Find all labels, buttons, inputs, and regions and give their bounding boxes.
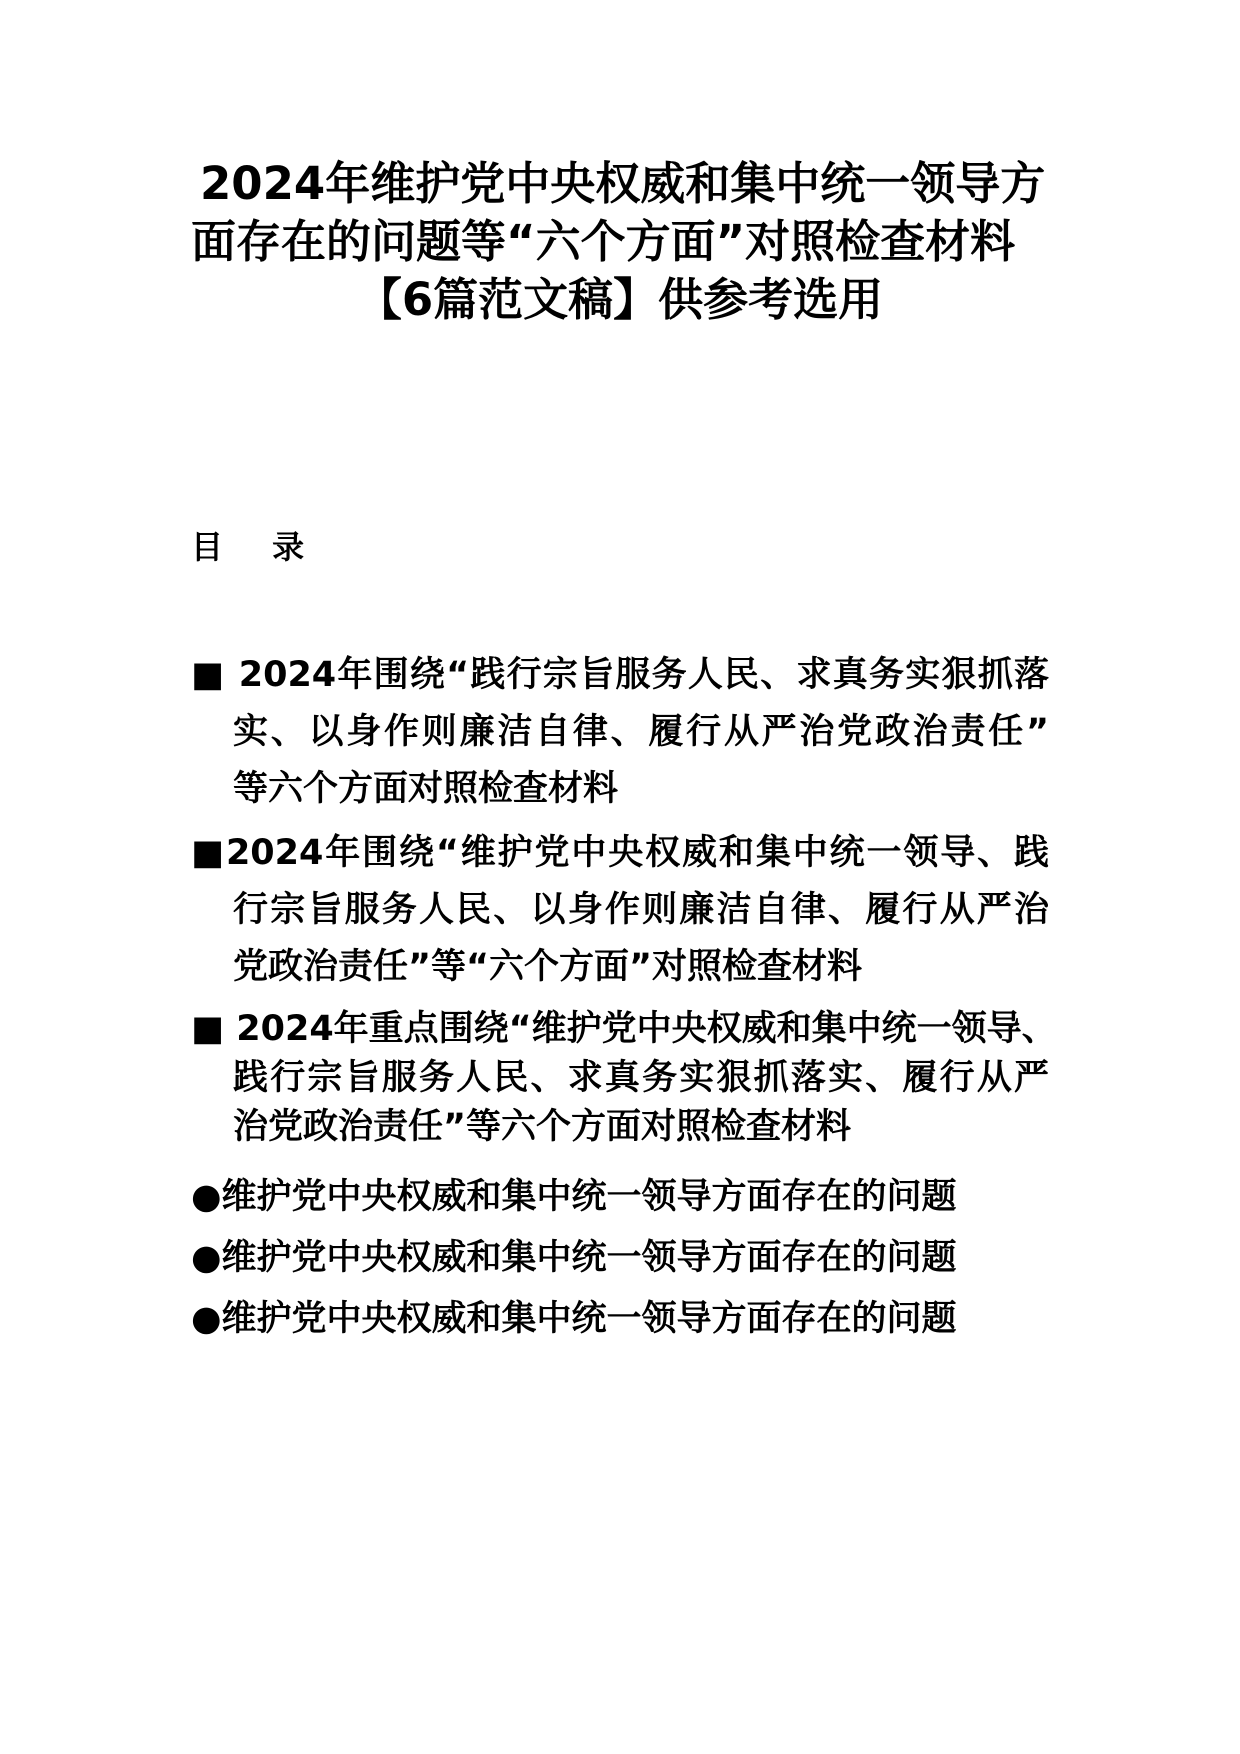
document-title-line: 面存在的问题等“六个方面”对照检查材料 <box>191 215 1016 268</box>
toc-subitem-list <box>191 1167 957 1350</box>
document-title <box>0 155 1240 329</box>
toc-entry-line: 治党政治责任”等六个方面对照检查材料 <box>233 1107 852 1147</box>
toc-subitem: ●维护党中央权威和集中统一领导方面存在的问题 <box>191 1238 957 1278</box>
toc-entry-line: 党政治责任”等“六个方面”对照检查材料 <box>233 947 863 987</box>
toc-entry <box>191 825 1049 996</box>
toc-entry-line: ■2024年围绕“维护党中央权威和集中统一领导、践 <box>191 833 1049 873</box>
toc-entry-line: 行宗旨服务人民、以身作则廉洁自律、履行从严治 <box>233 890 1049 930</box>
toc-entry-line: 践行宗旨服务人民、求真务实狠抓落实、履行从严 <box>233 1058 1049 1098</box>
document-title-line: 2024年维护党中央权威和集中统一领导方 <box>200 157 1046 210</box>
toc-entry-line: ■ 2024年围绕“践行宗旨服务人民、求真务实狠抓落 <box>191 655 1049 695</box>
toc-subitem: ●维护党中央权威和集中统一领导方面存在的问题 <box>191 1177 957 1217</box>
toc-entry <box>191 647 1049 818</box>
toc-entry-line: ■ 2024年重点围绕“维护党中央权威和集中统一领导、 <box>191 1009 1057 1049</box>
toc-entry <box>191 1005 1057 1152</box>
toc-subitem: ●维护党中央权威和集中统一领导方面存在的问题 <box>191 1299 957 1339</box>
document-title-line: 【6篇范文稿】供参考选用 <box>356 273 884 326</box>
toc-entry-line: 等六个方面对照检查材料 <box>233 769 619 809</box>
toc-entry-line: 实、以身作则廉洁自律、履行从严治党政治责任” <box>233 712 1049 752</box>
toc-heading: 目 录 <box>191 528 305 566</box>
